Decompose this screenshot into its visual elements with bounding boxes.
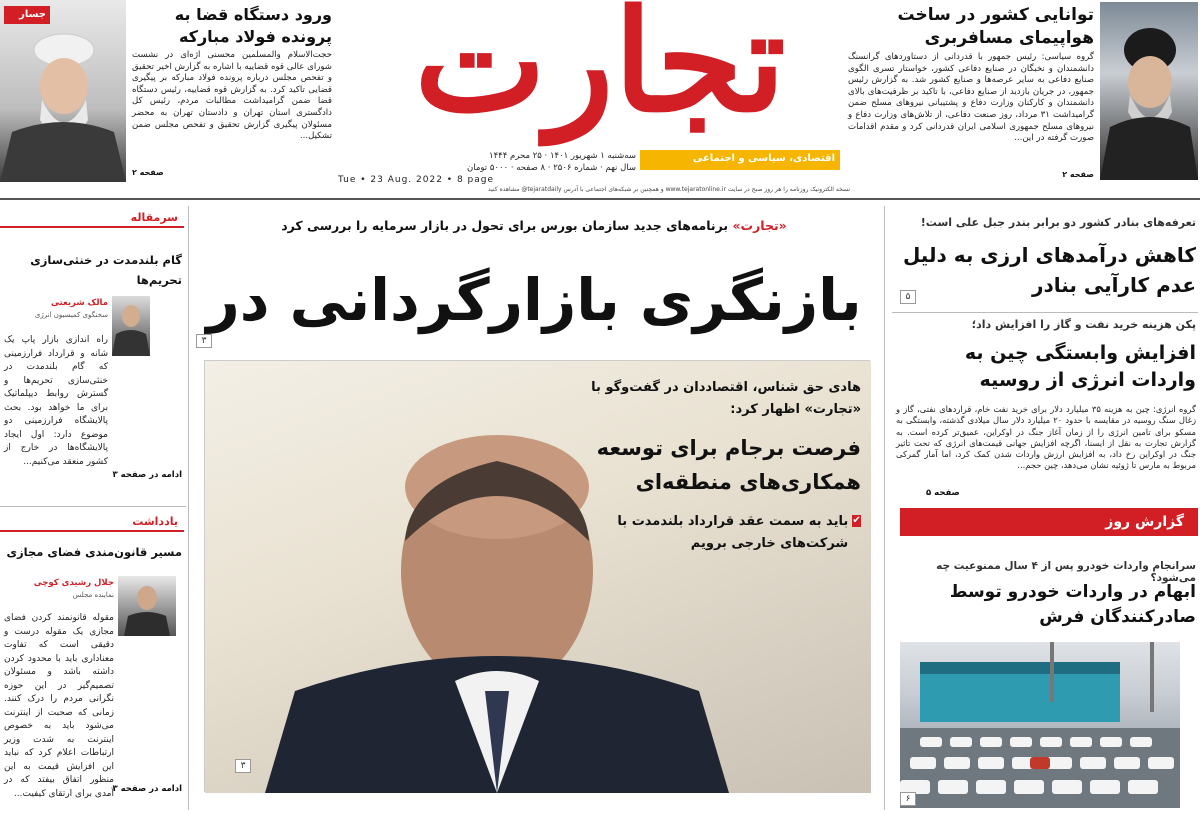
interview-title[interactable]: فرصت برجام برای توسعه همکاری‌های منطقه‌ای — [596, 436, 861, 494]
top-right-body: گروه سیاسی: رئیس جمهور با قدردانی از دستاوردهای گرانسنگ دانشمندان و نخبگان در صنایع دفاعی کشور، خواستار تسری الگوی صنایع دفاعی به سایر عرصه‌ها و صنایع کشور شد. به گزارش رئیس جمهور، در جریان بازدید از صنایع دفاعی، با تاکید بر ظرفیت‌های بالای دانشمندان و کارکنان وزارت دفاع و پشتیبانی نیروهای مسلح ضمن گرامیداشت ۳۱ مرداد، روز صنعت دفاعی، از تلاش‌های وزارت دفاع و نیروهای مسلح جمهوری اسلامی ایران قدردانی کرد و مقدم اقدامات صورت گرفته در این... — [848, 52, 1094, 144]
masthead-divider — [0, 198, 1200, 200]
portrait-figure — [0, 0, 126, 182]
note-author: جلال رشیدی کوچی — [33, 578, 114, 588]
editorial-section-label — [0, 208, 184, 228]
editorial-section-text: سرمقاله — [130, 211, 178, 224]
s1-page-badge[interactable]: ۵ — [900, 290, 916, 304]
interview-sub-row — [561, 511, 861, 555]
s1-title[interactable]: کاهش درآمدهای ارزی به دلیل عدم کارآیی بنادر — [902, 243, 1196, 297]
car-port-photo — [900, 642, 1180, 808]
report-section-bar — [900, 508, 1198, 536]
note-author-role: نماینده مجلس — [72, 591, 114, 599]
judiciary-chief-photo — [0, 0, 126, 182]
note-more[interactable]: ادامه در صفحه ۳ — [112, 784, 182, 794]
tagline: اقتصادی، سیاسی و اجتماعی — [692, 153, 835, 164]
s3-kicker: سرانجام واردات خودرو پس از ۴ سال ممنوعیت چه می‌شود؟ — [936, 560, 1196, 584]
lead-page-badge[interactable]: ۳ — [196, 334, 212, 348]
credits-line: نسخه الکترونیک روزنامه را هر روز صبح در سایت www.tejaratonline.ir و همچنین بر شبکه‌های اجتماعی با آدرس tejaratdaily@ مشاهده کنید — [488, 186, 850, 193]
editorial-divider — [0, 506, 186, 507]
editorial-title[interactable]: گام بلندمدت در خنثی‌سازی تحریم‌ها — [30, 253, 182, 287]
lead-kicker-brand: «تجارت» — [732, 218, 787, 233]
note-body: مقوله قانونمند کردن فضای مجازی یک مقوله درست و دقیقی است که تفاوت معناداری باید با محدود کردن داشته باشد و مسئولان تصمیم‌گیر در این حوزه نگرانی مردم را درک کنند. زمانی که صحبت از اینترنت می‌شود باید به خصوص اینترنت به شدت وزیر ارتباطات اعلام کرد که نباید این افزایش قیمت به این منظور اتفاق بیفتد که در آمدی برای ارتقای کیفیت... — [4, 613, 114, 799]
s1-kicker: تعرفه‌های بنادر کشور دو برابر بندر جبل علی است! — [920, 216, 1196, 229]
s2-kicker: پکن هزینه خرید نفت و گاز را افزایش داد؛ — [971, 318, 1196, 331]
interview-intro: هادی حق شناس، اقتصاددان در گفت‌وگو با «تجارت» اظهار کرد: — [591, 380, 861, 417]
portrait-figure — [1100, 2, 1198, 180]
interview-box — [204, 360, 870, 792]
top-right-more[interactable]: صفحه ۲ — [1062, 170, 1094, 179]
lead-kicker-text: برنامه‌های جدید سازمان بورس برای تحول در بازار سرمایه را بررسی کرد — [281, 218, 729, 233]
port-scene — [900, 642, 1180, 808]
lead-kicker[interactable] — [196, 218, 872, 233]
date-en: Tue • 23 Aug. 2022 • 8 page — [338, 175, 495, 185]
right-column-divider — [884, 206, 885, 810]
date-fa: سه‌شنبه ۱ شهریور ۱۴۰۱ · ۲۵ محرم ۱۴۴۴ — [489, 151, 636, 161]
note-section-text: یادداشت — [132, 515, 178, 528]
author-figure — [112, 296, 150, 356]
top-right-title[interactable]: توانایی کشور در ساخت هواپیمای مسافربری — [897, 5, 1094, 48]
president-photo — [1100, 2, 1198, 180]
report-section-text: گزارش روز — [1105, 514, 1184, 530]
interview-page-badge[interactable]: ۳ — [235, 759, 251, 773]
masthead — [0, 0, 1200, 200]
s2-title[interactable]: افزایش وابستگی چین به واردات انرژی از روسیه — [964, 342, 1196, 391]
editorial-author: مالک شریعتی — [50, 298, 108, 308]
lead-headline[interactable]: بازنگری بازارگردانی در — [206, 266, 862, 334]
issue-fa: سال نهم · شماره ۲۵۰۶ · ۸ صفحه · ۵۰۰۰ تومان — [467, 163, 636, 173]
editorial-author-role: سخنگوی کمیسیون انرژی — [34, 311, 108, 319]
left-column-divider — [188, 206, 189, 810]
note-author-photo — [118, 576, 176, 636]
s1-divider — [892, 312, 1198, 313]
note-title[interactable]: مسیر قانون‌مندی فضای مجازی — [6, 545, 182, 559]
top-left-badge: جسار — [4, 6, 50, 24]
editorial-more[interactable]: ادامه در صفحه ۳ — [112, 470, 182, 480]
s3-page-badge[interactable]: ۶ — [900, 792, 916, 806]
newspaper-logo: تجارت — [414, 0, 786, 144]
checkmark-icon: ✔ — [852, 515, 861, 526]
top-left-body: حجت‌الاسلام والمسلمین محسنی اژه‌ای در نشست شورای عالی قوه قضاییه با اشاره به گزارش اخیر تحقیق و تفحص مجلس درباره پرونده فولاد مبارکه بر پیگیری قضایی تاکید کرد. به گزارش قوه قضاییه، رئیس دستگاه قضا ضمن گرامیداشت مطالبات مردم، رئیس کل دادگستری استان تهران و دادستان تهران به محضر مسئولان پیگیری گزارش تحقیق و تفحص مجلس ضمن تشکیل... — [132, 50, 332, 142]
interview-sub: باید به سمت عقد قرارداد بلندمدت با شرکت‌های خارجی برویم — [617, 514, 849, 551]
editorial-author-photo — [112, 296, 150, 356]
interview-text-panel — [561, 377, 861, 555]
s2-body: گروه انرژی: چین به هزینه ۳۵ میلیارد دلار برای خرید نفت خام، قراردهای نفتی، گاز و زغال سنگ روسیه در مقایسه با حدود ۲۰ میلیارد دلار سال میلادی گذشته، وابستگی به مسکو برای تامین انرژی را از زمان آغاز جنگ در اوکراین، عمیق‌تر کرده است. به گزارش تجارت به نقل از ایسنا، اگرچه افزایش جهانی قیمت‌های انرژی که تحت تاثیر جنگ در اوکراین رخ داد، به افزایش ارزش واردات شدن کمک کرد، اما آمار گمرکی مربوط به مارس تا ژوئیه نشان می‌دهد، چین حجم... — [896, 404, 1197, 471]
author-figure — [118, 576, 176, 636]
top-left-more[interactable]: صفحه ۲ — [132, 168, 164, 177]
note-section-label — [0, 512, 184, 532]
s3-title[interactable]: ابهام در واردات خودرو توسط صادرکنندگان فرش — [949, 582, 1196, 627]
editorial-body: راه اندازی بازار پاپ یک شانه و قرارداد فرارزمینی که گام بلندمدت در خنثی‌سازی تحریم‌ها و گسترش روابط دیپلماتیک برای ما خواهد بود. بحث پالایشگاه فرارزمینی دو موضوع دارد: اول ایجاد پالایشگاه‌ها در خارج از کشور منعقد می‌کنیم... — [4, 335, 108, 467]
s2-more[interactable]: صفحه ۵ — [926, 488, 960, 498]
top-left-title[interactable]: ورود دستگاه قضا به پرونده فولاد مبارکه — [174, 5, 332, 46]
